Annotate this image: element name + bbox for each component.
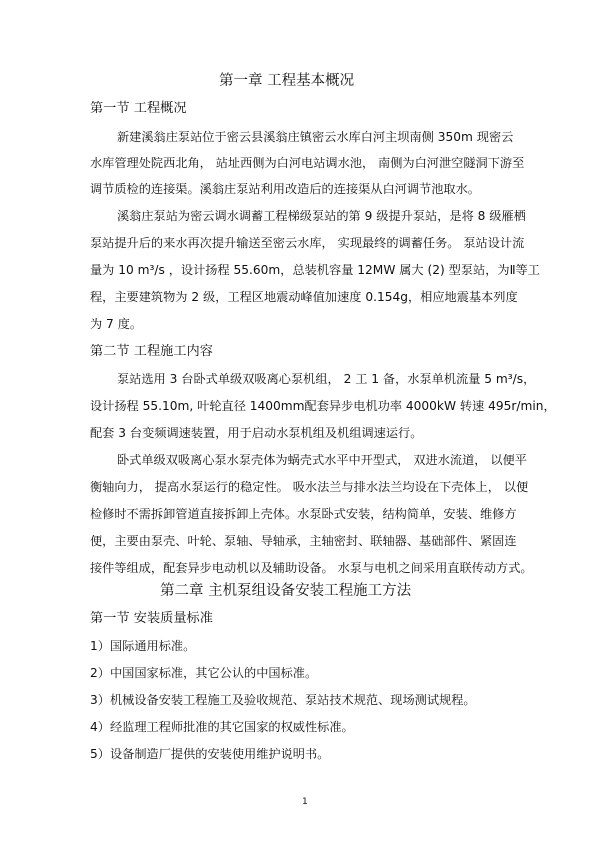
text-line: 泵站提升后的来水再次提升输送至密云水库， 实现最终的调蓄任务。 泵站设计流 [90,236,525,250]
text-line: 衡轴向力， 提高水泵运行的稳定性。 吸水法兰与排水法兰均设在下壳体上， 以便 [90,480,529,494]
section-1-heading: 第一节 工程概况 [90,101,187,116]
text-line: 便，主要由泵壳、叶轮、泵轴、导轴承，主轴密封、联轴器、基础部件、紧固连 [90,534,517,548]
section-2-heading: 第二节 工程施工内容 [90,344,213,359]
list-item: 2）中国国家标准，其它公认的中国标准。 [90,666,318,680]
page-number: 1 [302,797,308,807]
list-item: 1）国际通用标准。 [90,639,196,653]
list-item: 3）机械设备安装工程施工及验收规范、泵站技术规范、现场测试规程。 [90,693,476,707]
text-line: 调节质检的连接渠。溪翁庄泵站利用改造后的连接渠从白河调节池取水。 [90,182,480,196]
text-line: 检修时不需拆卸管道直接拆卸上壳体。水泵卧式安装，结构简单，安装、维修方 [90,507,517,521]
chapter-1-title: 第一章 工程基本概况 [219,73,355,89]
chapter-2-title: 第二章 主机泵组设备安装工程施工方法 [160,583,412,599]
text-line: 设计扬程 55.10m, 叶轮直径 1400mm配套异步电机功率 4000kW 转速 495r/min， [90,399,556,413]
list-item: 5）设备制造厂提供的安装使用维护说明书。 [90,747,330,761]
text-line: 为 7 度。 [90,317,143,331]
text-line: 量为 10 m³/s ，设计扬程 55.60m，总装机容量 12MW 属大 (2) 型泵站，为Ⅱ等工 [90,263,540,277]
chapter-2-section-1-heading: 第一节 安装质量标准 [90,611,213,626]
text-line: 新建溪翁庄泵站位于密云县溪翁庄镇密云水库白河主坝南侧 350m 现密云 [117,130,514,144]
text-line: 程，主要建筑物为 2 级，工程区地震动峰值加速度 0.154g，相应地震基本列度 [90,290,518,304]
text-line: 卧式单级双吸离心泵水泵壳体为蜗壳式水平中开型式， 双进水流道， 以便平 [117,453,527,467]
text-line: 泵站选用 3 台卧式单级双吸离心泵机组， 2 工 1 备，水泵单机流量 5 m³/s， [117,372,536,386]
text-line: 水库管理处院西北角， 站址西侧为白河电站调水池， 南侧为白河泄空隧洞下游至 [90,156,525,170]
text-line: 配套 3 台变频调速装置，用于启动水泵机组及机组调速运行。 [90,426,423,440]
text-line: 接件等组成，配套异步电动机以及辅助设备。 水泵与电机之间采用直联传动方式。 [90,561,533,575]
list-item: 4）经监理工程师批准的其它国家的权威性标准。 [90,720,354,734]
text-line: 溪翁庄泵站为密云调水调蓄工程梯级泵站的第 9 级提升泵站，是将 8 级雁栖 [117,209,526,223]
